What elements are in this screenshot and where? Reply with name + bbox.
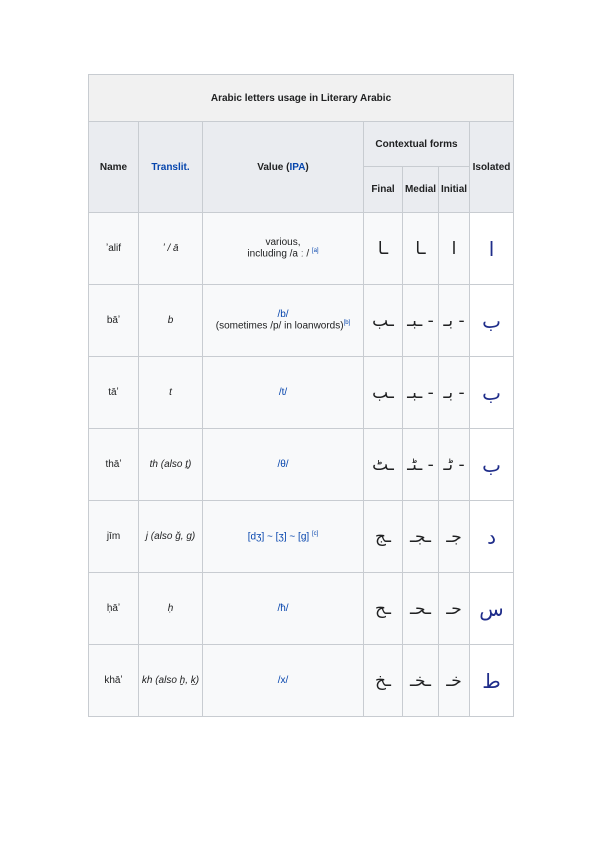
value-text: including /a ː / <box>247 248 310 260</box>
value-line <box>203 248 363 259</box>
value-text: (sometimes /p/ in loanwords) <box>215 320 344 332</box>
value-line[interactable]: /b/ <box>277 309 289 321</box>
letter-final: ـب <box>372 310 394 331</box>
cell-final <box>364 501 403 573</box>
header-medial: Medial <box>403 167 439 213</box>
value-line[interactable]: /t/ <box>278 387 288 398</box>
letter-isolated: ب <box>482 308 501 333</box>
letter-final: ـح <box>375 598 391 619</box>
cell-isolated <box>470 501 514 573</box>
cell-initial <box>439 357 470 429</box>
cell-isolated <box>470 357 514 429</box>
letter-medial: ـا <box>415 238 426 259</box>
cell-name: khāʼ <box>89 645 139 717</box>
letter-initial: ا <box>451 238 457 259</box>
cell-name: jīm <box>89 501 139 573</box>
letter-isolated: ا <box>488 236 495 261</box>
cell-name: bāʼ <box>89 285 139 357</box>
letter-isolated: ب <box>482 380 501 405</box>
table-row <box>89 573 514 645</box>
letter-initial: ٹـ - <box>443 454 465 475</box>
letter-initial: خـ <box>446 670 462 691</box>
letter-final: ـا <box>377 238 389 259</box>
header-contextual-forms: Contextual forms <box>364 122 470 167</box>
cell-isolated <box>470 213 514 285</box>
cell-medial <box>403 573 439 645</box>
cell-translit: ḥ <box>139 573 203 645</box>
cell-initial <box>439 429 470 501</box>
letter-initial: جـ <box>446 526 462 547</box>
letter-medial: ـٹـ - <box>407 454 434 475</box>
cell-medial <box>403 357 439 429</box>
letter-medial: ـحـ <box>410 598 431 619</box>
cell-final <box>364 429 403 501</box>
cell-final <box>364 357 403 429</box>
letter-initial: حـ <box>446 598 462 619</box>
translit-link[interactable]: Translit. <box>151 161 190 173</box>
letter-isolated: ط <box>482 668 501 693</box>
cell-initial <box>439 573 470 645</box>
letter-final: ـخ <box>375 670 391 691</box>
table-caption: Arabic letters usage in Literary Arabic <box>89 75 514 122</box>
cell-final <box>364 645 403 717</box>
cell-translit: t <box>139 357 203 429</box>
letter-isolated: ب <box>482 452 501 477</box>
table-row <box>89 357 514 429</box>
cell-value <box>203 573 364 645</box>
cell-translit: kh (also ḫ, ḵ) <box>139 645 203 717</box>
value-line[interactable]: /θ/ <box>277 459 289 470</box>
cell-medial <box>403 645 439 717</box>
letter-medial: ـجـ <box>410 526 431 547</box>
header-name: Name <box>89 122 139 213</box>
letter-isolated: س <box>479 596 504 621</box>
cell-initial <box>439 645 470 717</box>
table-row <box>89 285 514 357</box>
header-initial: Initial <box>439 167 470 213</box>
cell-name: tāʼ <box>89 357 139 429</box>
cell-final <box>364 213 403 285</box>
cell-initial <box>439 285 470 357</box>
cell-isolated <box>470 285 514 357</box>
cell-value <box>203 357 364 429</box>
table-row <box>89 645 514 717</box>
letter-initial: بـ - <box>443 310 465 331</box>
value-line <box>203 320 363 331</box>
cell-isolated <box>470 429 514 501</box>
cell-value <box>203 285 364 357</box>
letter-medial: ـبـ - <box>407 310 434 331</box>
value-line[interactable]: /x/ <box>277 675 289 686</box>
cell-medial <box>403 501 439 573</box>
cell-final <box>364 285 403 357</box>
footnote-link[interactable]: [b] <box>343 320 351 327</box>
cell-value <box>203 213 364 285</box>
cell-final <box>364 573 403 645</box>
header-value-suffix: ) <box>305 161 309 173</box>
letter-medial: ـبـ - <box>407 382 434 403</box>
cell-initial <box>439 501 470 573</box>
cell-translit: th (also ṯ) <box>139 429 203 501</box>
letter-isolated: د <box>487 524 496 549</box>
cell-value <box>203 429 364 501</box>
header-value <box>203 122 364 213</box>
header-value-prefix: Value ( <box>257 161 290 173</box>
letter-final: ـب <box>372 382 394 403</box>
table-row <box>89 501 514 573</box>
letter-final: ـٹ <box>372 454 394 475</box>
cell-name: thāʼ <box>89 429 139 501</box>
cell-name: ḥāʼ <box>89 573 139 645</box>
cell-name: ʼalif <box>89 213 139 285</box>
cell-initial <box>439 213 470 285</box>
cell-isolated <box>470 573 514 645</box>
footnote-link[interactable]: [a] <box>311 248 319 255</box>
letter-medial: ـخـ <box>410 670 431 691</box>
value-line[interactable]: /ħ/ <box>277 603 289 614</box>
header-isolated: Isolated <box>470 122 514 213</box>
cell-medial <box>403 213 439 285</box>
cell-medial <box>403 429 439 501</box>
ipa-link[interactable]: IPA <box>289 161 306 173</box>
cell-translit: b <box>139 285 203 357</box>
value-line[interactable]: [dʒ] ~ [ʒ] ~ [ɡ] <box>247 531 310 543</box>
footnote-link[interactable]: [c] <box>311 530 319 537</box>
value-line: various, <box>265 237 301 249</box>
cell-value <box>203 645 364 717</box>
header-final: Final <box>364 167 403 213</box>
header-translit[interactable] <box>139 122 203 213</box>
table-row <box>89 213 514 285</box>
cell-medial <box>403 285 439 357</box>
cell-isolated <box>470 645 514 717</box>
cell-translit: j (also ǧ, g) <box>139 501 203 573</box>
letter-initial: بـ - <box>443 382 465 403</box>
cell-translit: ʼ / ā <box>139 213 203 285</box>
table-row <box>89 429 514 501</box>
arabic-letters-table <box>88 74 514 717</box>
letter-final: ـج <box>375 526 391 547</box>
cell-value <box>203 501 364 573</box>
